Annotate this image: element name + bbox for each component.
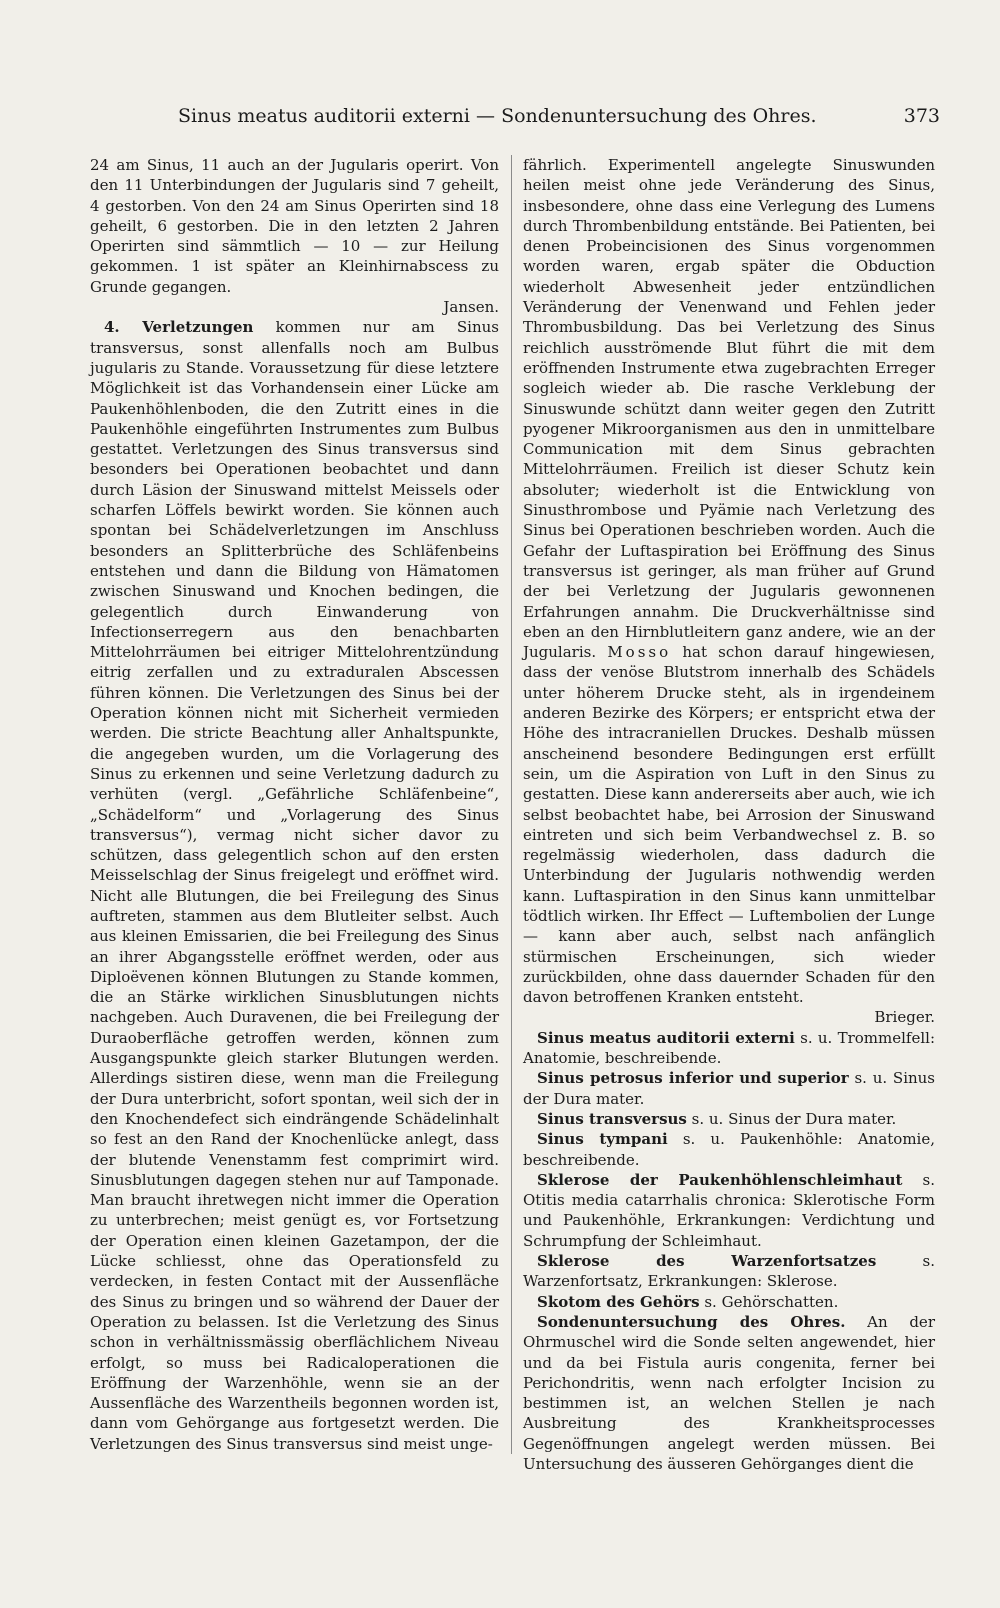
- entry-term: Sinus meatus auditorii externi: [537, 1028, 795, 1047]
- section-heading: 4. Verletzungen: [104, 318, 254, 337]
- dictionary-entry: [523, 1129, 935, 1170]
- entry-text: s. Otitis media catarrhalis chronica: Sklerotische Form und Paukenhöhle, Erkrankungen: Verdichtung und Schrumpfung der Schleimhaut.: [523, 1170, 936, 1250]
- dictionary-entry: [523, 1292, 935, 1312]
- entry-term: Sinus tympani: [537, 1130, 668, 1149]
- paragraph: [523, 155, 935, 1007]
- author-signature: Brieger.: [874, 1008, 935, 1027]
- author-name: Mosso: [607, 643, 672, 662]
- paragraph: 24 am Sinus, 11 auch an der Jugularis operirt. Von den 11 Unterbindungen der Jugularis sind 7 geheilt, 4 gestorben. Von den 24 am Sinus Operirten sind 18 geheilt, 6 gestorben. Die in den letzten 2 Jahren Operirten sind sämmtlich — 10 — zur Heilung gekommen. 1 ist später an Kleinhirnabscess zu Grunde gegangen.: [90, 156, 499, 296]
- dictionary-entry: [523, 1312, 935, 1474]
- entry-term: Sklerose der Paukenhöhlenschleimhaut: [537, 1170, 903, 1189]
- page-number: 373: [903, 105, 940, 127]
- dictionary-entry: [523, 1109, 935, 1129]
- entry-term: Sinus transversus: [537, 1109, 687, 1128]
- paragraph-text: hat schon darauf hingewiesen, dass der venöse Blutstrom innerhalb des Schädels unter höherem Drucke steht, als in irgendeinem anderen Bezirke des Körpers; er entspricht etwa der Höhe des intracraniellen Druckes. Deshalb müssen anscheinend besondere Bedingungen erst erfüllt sein, um die Aspiration von Luft in den Sinus zu gestatten. Diese kann andererseits aber auch, wie ich selbst beobachtet habe, bei Arrosion der Sinuswand eintreten und sich beim Verbandwechsel z. B. so regelmässig wiederholen, dass dadurch die Unterbindung der Jugularis nothwendig werden kann. Luftaspiration in den Sinus kann unmittelbar tödtlich wirken. Ihr Effect — Luftembolien der Lunge — kann aber auch, selbst nach anfänglich stürmischen Erscheinungen, sich wieder zurückbilden, ohne dass dauernder Schaden für den davon betroffenen Kranken entsteht.: [523, 643, 935, 1007]
- entry-text: s. u. Trommelfell: Anatomie, beschreibende.: [523, 1028, 935, 1068]
- dictionary-entry: [523, 1028, 935, 1069]
- dictionary-entry: [523, 1251, 935, 1292]
- entry-term: Skotom des Gehörs: [537, 1292, 700, 1311]
- paragraph: [90, 317, 499, 1454]
- left-column: [90, 155, 499, 1454]
- entry-term: Sklerose des Warzenfortsatzes: [537, 1252, 877, 1271]
- paragraph-text: kommen nur am Sinus transversus, sonst allenfalls noch am Bulbus jugularis zu Stande. Voraussetzung für diese letztere Möglichkeit ist das Vorhandensein einer Lücke am Paukenhöhlenboden, die den Zutritt eines in die Paukenhöhle eingeführten Instrumentes zum Bulbus gestattet. Verletzungen des Sinus transversus sind besonders bei Operationen beobachtet und dann durch Läsion der Sinuswand mittelst Meissels oder scharfen Löffels bewirkt worden. Sie können auch spontan bei Schädelverletzungen im Anschluss besonders an Splitterbrüche des Schläfenbeins entstehen und dann die Bildung von Hämatomen zwischen Sinuswand und Knochen bedingen, die gelegentlich durch Einwanderung von Infectionserregern aus den benachbarten Mittelohrräumen bei eitriger Mittelohrentzündung eitrig zerfallen und zu extraduralen Abscessen führen können. Die Verletzungen des Sinus bei der Operation können nicht mit Sicherheit vermieden werden. Die stricte Beachtung aller Anhaltspunkte, die angegeben wurden, um die Vorlagerung des Sinus zu erkennen und seine Verletzung dadurch zu verhüten (vergl. „Gefährliche Schläfenbeine“, „Schädelform“ und „Vorlagerung des Sinus transversus“), vermag nicht sicher davor zu schützen, dass gelegentlich schon auf den ersten Meisselschlag der Sinus freigelegt und eröffnet wird. Nicht alle Blutungen, die bei Freilegung des Sinus auftreten, stammen aus dem Blutleiter selbst. Auch aus kleinen Emissarien, die bei Freilegung des Sinus an ihrer Abgangsstelle eröffnet werden, oder aus Diploëvenen können Blutungen zu Stande kommen, die an Stärke wirklichen Sinusblutungen nichts nachgeben. Auch Duravenen, die bei Freilegung der Duraoberfläche getroffen werden, können zum Ausgangspunkte gleich starker Blutungen werden. Allerdings sistiren diese, wenn man die Freilegung der Dura unterbricht, sofort spontan, weil sich der in den Knochendefect sich eindrängende Schädelinhalt so fest an den Rand der Knochenlücke anlegt, dass der blutende Venenstamm fest comprimirt wird. Sinusblutungen dagegen stehen nur auf Tamponade. Man braucht ihretwegen nicht immer die Operation zu unterbrechen; meist genügt es, vor Fortsetzung der Operation einen kleinen Gazetampon, der die Lücke schliesst, ohne das Operationsfeld zu verdecken, in festen Contact mit der Aussenfläche des Sinus zu bringen und so während der Dauer der Operation zu belassen. Ist die Verletzung des Sinus schon in verhältnissmässig oberflächlichem Niveau erfolgt, so muss bei Radicaloperationen die Eröffnung der Warzenhöhle, wenn sie an der Aussenfläche des Warzentheils begonnen worden ist, dann vom Gehörgange aus fortgesetzt werden. Die Verletzungen des Sinus transversus sind meist unge-: [90, 318, 499, 1453]
- entry-term: Sinus petrosus inferior und superior: [537, 1069, 849, 1088]
- entry-term: Sondenuntersuchung des Ohres.: [537, 1312, 846, 1331]
- dictionary-entry: [523, 1170, 935, 1251]
- entry-text: s. u. Sinus der Dura mater.: [523, 1069, 936, 1108]
- paragraph-text: fährlich. Experimentell angelegte Sinuswunden heilen meist ohne jede Veränderung des Sinus, insbesondere, ohne dass eine Verlegung des Lumens durch Thrombenbildung entstände. Bei Patienten, bei denen Probeincisionen des Sinus vorgenommen worden waren, ergab später die Obduction wiederholt Abwesenheit jeder entzündlichen Veränderung der Venenwand und Fehlen jeder Thrombusbildung. Das bei Verletzung des Sinus reichlich ausströmende Blut führt die mit dem eröffnenden Instrumente etwa zugebrachten Erreger sogleich wieder ab. Die rasche Verklebung der Sinuswunde schützt dann weiter gegen den Zutritt pyogener Mikroorganismen aus den in unmittelbare Communication mit dem Sinus gebrachten Mittelohrräumen. Freilich ist dieser Schutz kein absoluter; wiederholt ist die Entwicklung von Sinusthrombose und Pyämie nach Verletzung des Sinus bei Operationen beschrieben worden. Auch die Gefahr der Luftaspiration bei Eröffnung des Sinus transversus ist geringer, als man früher auf Grund der bei Verletzung der Jugularis gewonnenen Erfahrungen annahm. Die Druckverhältnisse sind eben an den Hirnblutleitern ganz andere, wie an der Jugularis.: [523, 156, 935, 662]
- dictionary-entry: [523, 1068, 935, 1109]
- entry-text: An der Ohrmuschel wird die Sonde selten angewendet, hier und da bei Fistula auris congenita, ferner bei Perichondritis, wenn nach erfolgter Incision zu bestimmen ist, an welchen Stellen je nach Ausbreitung des Krankheitsprocesses Gegenöffnungen angelegt werden müssen. Bei Untersuchung des äusseren Gehörganges dient die: [523, 1312, 935, 1473]
- author-signature: Jansen.: [443, 298, 499, 317]
- entry-text: s. Gehörschatten.: [699, 1292, 839, 1311]
- entry-text: s. u. Sinus der Dura mater.: [686, 1109, 897, 1128]
- entry-text: s. Warzenfortsatz, Erkrankungen: Sklerose.: [523, 1252, 935, 1291]
- entry-text: s. u. Paukenhöhle: Anatomie, beschreibende.: [523, 1130, 935, 1169]
- right-column: [523, 155, 935, 1474]
- header-title: Sinus meatus auditorii externi — Sondenuntersuchung des Ohres.: [178, 105, 817, 127]
